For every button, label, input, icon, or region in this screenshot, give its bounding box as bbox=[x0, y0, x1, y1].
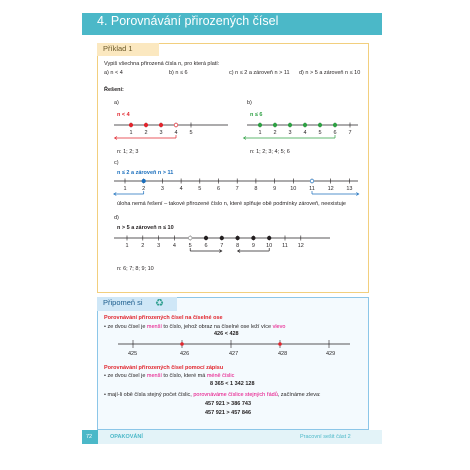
line-b-tick-label: 5 bbox=[318, 130, 322, 136]
reminder-bullet-axis: • ze dvou čísel je menší to číslo, jehož obraz na číselné ose leží více vlevo bbox=[104, 324, 286, 330]
part-b-answer: n: 1; 2; 3; 4; 5; 6 bbox=[250, 149, 290, 155]
line-c-point bbox=[142, 179, 146, 183]
task-part-a: a) n < 4 bbox=[104, 70, 123, 76]
part-c-answer: úloha nemá řešení – takové přirozené číslo n, které splňuje obě podmínky zároveň, neexistuje bbox=[117, 201, 346, 207]
line-d-tick-label: 7 bbox=[220, 243, 224, 249]
line-d-point bbox=[236, 236, 240, 240]
line-c-tick-label: 7 bbox=[235, 186, 239, 192]
line-c-point bbox=[310, 179, 314, 183]
reminder-heading-axis: Porovnávání přirozených čísel na číselné ose bbox=[104, 315, 223, 321]
line-c-tick-label: 2 bbox=[142, 186, 146, 192]
example-tab-label: Příklad 1 bbox=[103, 44, 133, 53]
line-a-tick-label: 5 bbox=[189, 130, 193, 136]
footer-workbook: Pracovní sešit část 2 bbox=[300, 434, 351, 440]
b3-same-orders: porovnáváme číslice stejných řádů bbox=[193, 392, 278, 398]
axis-tick-427: 427 bbox=[229, 351, 239, 357]
line-c-tick-label: 1 bbox=[123, 186, 127, 192]
b1-mid: to číslo, jehož obraz na číselné ose leží více bbox=[161, 324, 273, 330]
reminder-tab-label: Připomeň si bbox=[103, 298, 143, 307]
line-d-point bbox=[220, 236, 224, 240]
line-d-tick-label: 10 bbox=[266, 243, 273, 249]
b2-pre: ze dvou čísel je bbox=[107, 373, 147, 379]
line-d-tick-label: 3 bbox=[157, 243, 161, 249]
line-d-tick-label: 4 bbox=[172, 243, 176, 249]
line-a-point bbox=[174, 123, 178, 127]
reminder-point-428 bbox=[278, 342, 282, 346]
line-b-point bbox=[288, 123, 292, 127]
line-c-tick-label: 10 bbox=[290, 186, 297, 192]
part-b-letter: b) bbox=[247, 100, 252, 106]
b3-end: , začínáme zleva: bbox=[277, 392, 321, 398]
part-d-condition: n > 5 a zároveň n ≤ 10 bbox=[117, 225, 174, 231]
part-c-letter: c) bbox=[114, 160, 119, 166]
task-part-b: b) n ≤ 6 bbox=[169, 70, 188, 76]
line-d-point bbox=[204, 236, 208, 240]
line-c-tick-label: 6 bbox=[216, 186, 221, 192]
line-d-point bbox=[188, 236, 192, 240]
line-d-point bbox=[267, 236, 271, 240]
reminder-heading-notation: Porovnávání přirozených čísel pomocí zápisu bbox=[104, 365, 224, 371]
line-d-tick-label: 12 bbox=[297, 243, 304, 249]
line-a-tick-label: 3 bbox=[159, 130, 163, 136]
line-c-tick-label: 11 bbox=[309, 186, 315, 192]
task-text: Vypiš všechna přirozená čísla n, pro která platí: bbox=[104, 61, 220, 67]
line-b-tick-label: 2 bbox=[273, 130, 277, 136]
b1-left: vlevo bbox=[272, 324, 286, 330]
line-b-tick-label: 3 bbox=[288, 130, 292, 136]
line-a-tick-label: 4 bbox=[174, 130, 178, 136]
line-b-tick-label: 6 bbox=[333, 130, 337, 136]
b1-pre: ze dvou čísel je bbox=[107, 324, 147, 330]
solution-label: Řešení: bbox=[104, 87, 124, 93]
line-c-tick-label: 13 bbox=[346, 186, 353, 192]
reminder-eq-axis: 426 < 428 bbox=[214, 331, 239, 337]
reminder-eq-orders-2: 457 921 > 457 846 bbox=[205, 410, 252, 416]
axis-tick-425: 425 bbox=[128, 351, 138, 357]
line-c-tick-label: 12 bbox=[327, 186, 334, 192]
line-c-tick-label: 5 bbox=[198, 186, 202, 192]
b2-fewer-digits: méně číslic bbox=[206, 373, 235, 379]
line-d-tick-label: 6 bbox=[204, 243, 208, 249]
reminder-eq-digits: 8 365 < 1 342 128 bbox=[210, 381, 255, 387]
line-d-tick-label: 2 bbox=[141, 243, 145, 249]
footer-section: OPAKOVÁNÍ bbox=[110, 434, 143, 440]
b2-smaller: menší bbox=[146, 373, 162, 379]
line-d-tick-label: 1 bbox=[125, 243, 129, 249]
line-d-tick-label: 11 bbox=[282, 243, 288, 249]
b2-mid: to číslo, které má bbox=[161, 373, 207, 379]
axis-tick-428: 428 bbox=[278, 351, 288, 357]
recycle-icon: ♻ bbox=[155, 298, 164, 309]
part-b-condition: n ≤ 6 bbox=[250, 112, 263, 118]
footer-page-number: 72 bbox=[86, 434, 93, 440]
part-c-condition: n ≤ 2 a zároveň n > 11 bbox=[117, 170, 174, 176]
line-c-tick-label: 4 bbox=[179, 186, 183, 192]
line-b-point bbox=[318, 123, 322, 127]
reminder-eq-orders-1: 457 921 > 386 743 bbox=[205, 401, 252, 407]
part-a-answer: n: 1; 2; 3 bbox=[117, 149, 139, 155]
line-d-point bbox=[252, 236, 256, 240]
line-c-tick-label: 9 bbox=[273, 186, 277, 192]
reminder-bullet-orders: • mají-li obě čísla stejný počet číslic, porovnáváme číslice stejných řádů, začínáme zleva: bbox=[104, 392, 321, 398]
line-a-tick-label: 1 bbox=[129, 130, 133, 136]
task-part-d: d) n > 5 a zároveň n ≤ 10 bbox=[299, 70, 361, 76]
line-b-tick-label: 4 bbox=[303, 130, 307, 136]
line-c-tick-label: 8 bbox=[254, 186, 258, 192]
line-a-point bbox=[129, 123, 133, 127]
line-b-point bbox=[303, 123, 307, 127]
line-b-point bbox=[273, 123, 277, 127]
part-d-letter: d) bbox=[114, 215, 119, 221]
part-a-condition: n < 4 bbox=[117, 112, 130, 118]
line-d-tick-label: 5 bbox=[188, 243, 192, 249]
reminder-bullet-digits: • ze dvou čísel je menší to číslo, které má méně číslic bbox=[104, 373, 235, 379]
line-c-tick-label: 3 bbox=[160, 186, 164, 192]
line-b-point bbox=[333, 123, 337, 127]
line-d-tick-label: 8 bbox=[236, 243, 240, 249]
line-d-tick-label: 9 bbox=[251, 243, 255, 249]
axis-tick-429: 429 bbox=[326, 351, 336, 357]
b1-smaller: menší bbox=[146, 324, 162, 330]
chapter-title: 4. Porovnávání přirozených čísel bbox=[97, 14, 279, 28]
line-b-tick-label: 7 bbox=[348, 130, 352, 136]
axis-tick-426: 426 bbox=[180, 351, 190, 357]
line-a-point bbox=[159, 123, 163, 127]
line-b-tick-label: 1 bbox=[258, 130, 262, 136]
task-part-c: c) n ≤ 2 a zároveň n > 11 bbox=[229, 70, 290, 76]
line-a-tick-label: 2 bbox=[144, 130, 148, 136]
part-d-answer: n: 6; 7; 8; 9; 10 bbox=[117, 266, 154, 272]
b3-pre: mají-li obě čísla stejný počet číslic, bbox=[107, 392, 194, 398]
part-a-letter: a) bbox=[114, 100, 119, 106]
line-b-point bbox=[258, 123, 262, 127]
line-a-point bbox=[144, 123, 148, 127]
reminder-point-426 bbox=[180, 342, 184, 346]
